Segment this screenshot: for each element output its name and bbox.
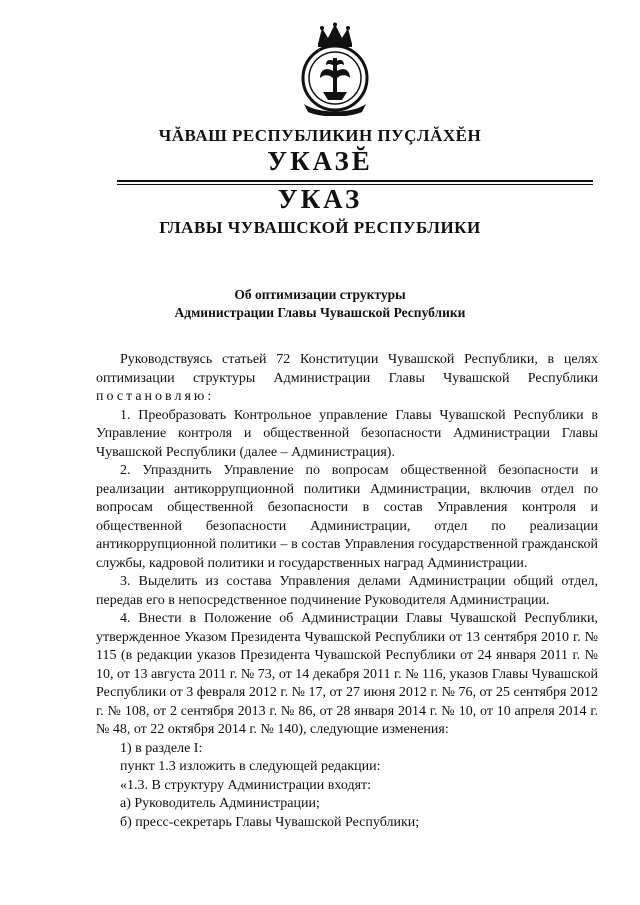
document-body (96, 351, 598, 832)
header-ukaz: УКАЗ (277, 184, 363, 214)
paragraph-4: 4. Внести в Положение об Администрации Главы Чувашской Республики, утвержденное Указом Президента Чувашской Республики от 13 сентября 2010 г. № 115 (в редакции указов Президента Чувашской Республики от 24 января 2011 г. № 10, от 13 августа 2011 г. № 73, от 14 декабря 2011 г. № 116, указов Главы Чувашской Республики от 3 февраля 2012 г. № 17, от 27 июня 2012 г. № 76, от 25 сентября 2012 г. № 108, от 2 сентября 2013 г. № 86, от 28 января 2014 г. № 10, от 10 апреля 2014 г. № 48, от 22 октября 2014 г. № 140), следующие изменения: (96, 611, 598, 737)
paragraph-3: 3. Выделить из состава Управления делами Администрации общий отдел, передав его в непосредственное подчинение Руководителя Администрации. (96, 574, 598, 608)
paragraph-point-1-3: пункт 1.3 изложить в следующей редакции: (120, 759, 381, 774)
document-title-line2: Администрации Главы Чувашской Республики (174, 305, 466, 320)
paragraph-1: 1. Преобразовать Контрольное управление Главы Чувашской Республики в Управление контроля и общественной безопасности Администрации Главы Чувашской Республики (далее – Администрация). (96, 407, 598, 460)
preamble-paragraph (96, 351, 598, 407)
header-ukaze: УКАЗĔ (267, 146, 373, 176)
coat-of-arms-emblem (290, 22, 380, 116)
paragraph-quote-start: «1.3. В структуру Администрации входят: (120, 777, 372, 793)
paragraph-2: 2. Упразднить Управление по вопросам общественной безопасности и реализации антикоррупционной политики Администрации, включив отдел по вопросам общественной безопасности в состав Управления контроля и общественной безопасности Администрации, отдел по реализации антикоррупционной политики – в состав Управления государственной гражданской службы, кадровой политики и государственных наград Администрации. (96, 463, 598, 571)
header-glavy-title: ГЛАВЫ ЧУВАШСКОЙ РЕСПУБЛИКИ (159, 218, 481, 237)
header-divider-thick (117, 180, 593, 182)
paragraph-section-1: 1) в разделе I: (120, 740, 203, 756)
list-item-a: а) Руководитель Администрации; (120, 796, 320, 811)
preamble-text: Руководствуясь статьей 72 Конституции Чувашской Республики, в целях оптимизации структуры Администрации Главы Чувашской Республики (96, 352, 598, 386)
postanovlyayu-word: постановляю: (96, 389, 215, 404)
header-chuvash-title: ЧĂВАШ РЕСПУБЛИКИН ПУÇЛĂХĔН (158, 126, 482, 145)
list-item-b: б) пресс-секретарь Главы Чувашской Республики; (120, 814, 420, 830)
document-title-line1: Об оптимизации структуры (234, 287, 406, 302)
